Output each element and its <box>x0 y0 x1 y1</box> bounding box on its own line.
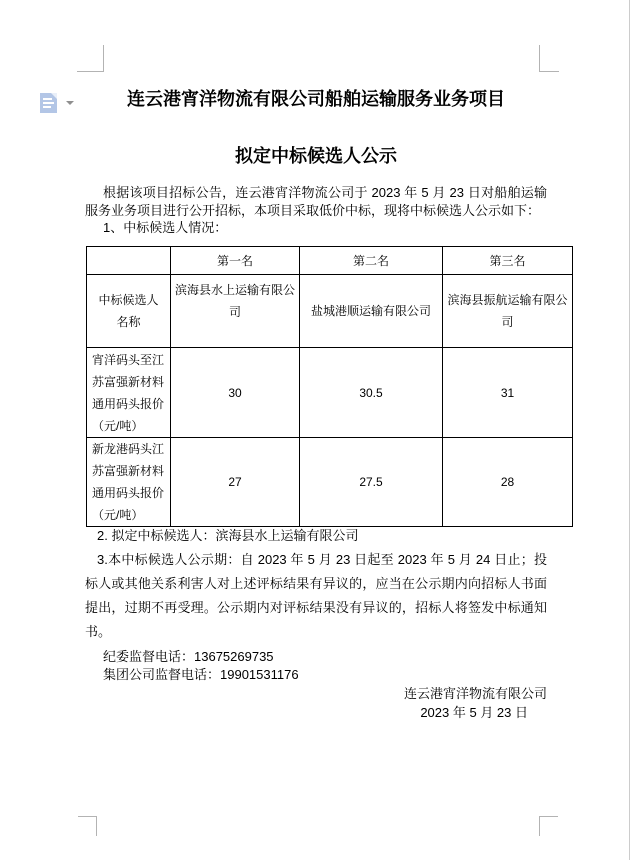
price-xiaoyang-candidate-1: 30 <box>171 348 300 438</box>
header-cell-blank <box>87 247 171 275</box>
discipline-phone-line: 纪委监督电话：13675269735 <box>103 649 274 664</box>
candidate-3-name: 滨海县振航运输有限公司 <box>443 275 573 348</box>
header-cell-first-place: 第一名 <box>171 247 300 275</box>
row-label-price-xiaoyang: 宵洋码头至江苏富强新材料通用码头报价（元/吨） <box>87 348 171 438</box>
table-row-price-xiaoyang <box>87 348 573 438</box>
candidate-1-name: 滨海县水上运输有限公司 <box>171 275 300 348</box>
paste-options-icon <box>40 93 57 113</box>
bid-candidates-table <box>86 246 573 527</box>
crop-mark-top-right <box>539 45 559 72</box>
row-label-candidate-name: 中标候选人名称 <box>87 275 171 348</box>
dropdown-arrow-icon <box>66 101 74 105</box>
price-xiaoyang-candidate-2: 30.5 <box>300 348 443 438</box>
table-row-price-xinlonggang <box>87 438 573 527</box>
crop-mark-bottom-right <box>539 816 558 836</box>
signature-block <box>85 684 547 722</box>
group-phone-line: 集团公司监督电话：19901531176 <box>103 667 299 682</box>
signature-company: 连云港宵洋物流有限公司 <box>403 686 547 701</box>
item-1-heading: 1、中标候选人情况： <box>103 220 228 235</box>
document-subtitle: 拟定中标候选人公示 <box>235 146 397 166</box>
price-xinlonggang-candidate-1: 27 <box>171 438 300 527</box>
header-cell-third-place: 第三名 <box>443 247 573 275</box>
paste-options-button[interactable] <box>38 92 76 116</box>
table-header-row <box>87 247 573 275</box>
crop-mark-top-left <box>77 45 104 72</box>
signature-date: 2023 年 5 月 23 日 <box>420 705 528 720</box>
table-row-candidate-names <box>87 275 573 348</box>
price-xiaoyang-candidate-3: 31 <box>443 348 573 438</box>
price-xinlonggang-candidate-2: 27.5 <box>300 438 443 527</box>
header-cell-second-place: 第二名 <box>300 247 443 275</box>
item-3-publicity-period: 3.本中标候选人公示期：自 2023 年 5 月 23 日起至 2023 年 5 月 24 日止；投标人或其他关系利害人对上述评标结果有异议的，应当在公示期内向招标人书面提出，过期不再受理。公示期内对评标结果没有异议的，招标人将签发中标通知书。 <box>85 552 547 639</box>
page-right-edge <box>629 0 630 860</box>
candidate-2-name: 盐城港顺运输有限公司 <box>300 275 443 348</box>
price-xinlonggang-candidate-3: 28 <box>443 438 573 527</box>
item-2-proposed-winner: 2. 拟定中标候选人：滨海县水上运输有限公司 <box>97 528 359 543</box>
row-label-price-xinlonggang: 新龙港码头江苏富强新材料通用码头报价（元/吨） <box>87 438 171 527</box>
intro-paragraph: 根据该项目招标公告，连云港宵洋物流公司于 2023 年 5 月 23 日对船舶运输服务业务项目进行公开招标，本项目采取低价中标，现将中标候选人公示如下： <box>85 185 547 218</box>
crop-mark-bottom-left <box>78 816 97 836</box>
document-title: 连云港宵洋物流有限公司船舶运输服务业务项目 <box>127 89 505 109</box>
supervision-phones <box>85 648 547 684</box>
